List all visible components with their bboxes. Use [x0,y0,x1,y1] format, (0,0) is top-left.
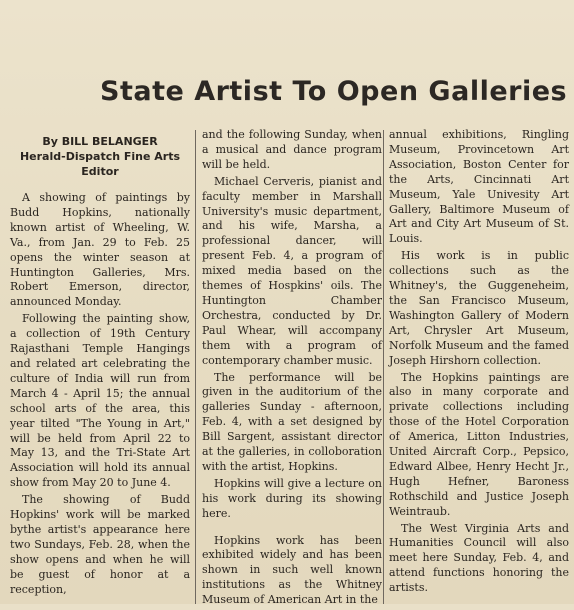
column-rule-1 [195,130,196,604]
paragraph: and the following Sunday, when a musical and dance program will be held. [202,128,382,171]
article-column-3 [389,128,569,598]
article-column-2 [202,128,382,610]
paragraph: A showing of paintings by Budd Hopkins, nationally known artist of Wheeling, W. Va., from Jan. 29 to Feb. 25 opens the winter season at Huntington Galleries, Mrs. Robert Emerson, director, announced Monday. [10,191,190,309]
column-rule-2 [383,130,384,604]
paragraph: The performance will be given in the auditorium of the galleries Sunday - afternoon, Feb. 4, with a set designed by Bill Sargent, assistant director at the galleries, in colloboration with the artist, Hopkins. [202,370,382,473]
byline-title-2: Editor [81,165,119,178]
paragraph: Michael Cerveris, pianist and faculty member in Marshall University's music department, and his wife, Marsha, a professional dancer, will present Feb. 4, a program of mixed media based on the themes of Hospkins' oils. The Huntington Chamber Orchestra, conducted by Dr. Paul Whear, will accompany them with a program of contemporary chamber music. [202,174,382,367]
paragraph: The West Virginia Arts and Humanities Council will also meet here Sunday, Feb. 4, and attend functions honoring the artists. [389,521,569,595]
paragraph: His work is in public collections such as the Whitney's, the Guggeneheim, the San Francisco Museum, Washington Gallery of Modern Art, Chrysler Art Museum, Norfolk Museum and the famed Joseph Hirshorn collection. [389,249,569,367]
paragraph: Hopkins will give a lecture on his work during its showing here. [202,476,382,520]
paragraph: The Hopkins paintings are also in many corporate and private collections including those of the Hotel Corporation of America, Litton Industries, United Aircraft Corp., Pepsico, Edward Albee, Henry Hecht Jr., Hugh Hefner, Baroness Rothschild and Justice Joseph Weintraub. [389,370,569,518]
article-column-1 [10,134,190,599]
byline-title: Herald-Dispatch Fine Arts [19,150,181,163]
headline: State Artist To Open Galleries [100,76,568,107]
byline-author: By BILL BELANGER [42,135,158,148]
paragraph: Hopkins work has been exhibited widely and has been shown in such well known institutions as the Whitney Museum of American Art in the [202,533,382,607]
paragraph: annual exhibitions, Ringling Museum, Provincetown Art Association, Boston Center for the Arts, Cincinnati Art Museum, Yale Univesity Art Gallery, Baltimore Museum of Art and City Art Museum of St. Louis. [389,128,569,246]
byline [10,134,190,179]
paragraph: The showing of Budd Hopkins' work will be marked bythe artist's appearance here two Sundays, Feb. 28, when the show opens and when he will be guest of honor at a reception, [10,493,190,596]
paragraph: Following the painting show, a collection of 19th Century Rajasthani Temple Hangings and related art celebrating the culture of India will run from March 4 - April 15; the annual school arts of the area, this year tilted "The Young in Art," will be held from April 22 to May 13, and the Tri-State Art Association will hold its annual show from May 20 to June 4. [10,312,190,490]
